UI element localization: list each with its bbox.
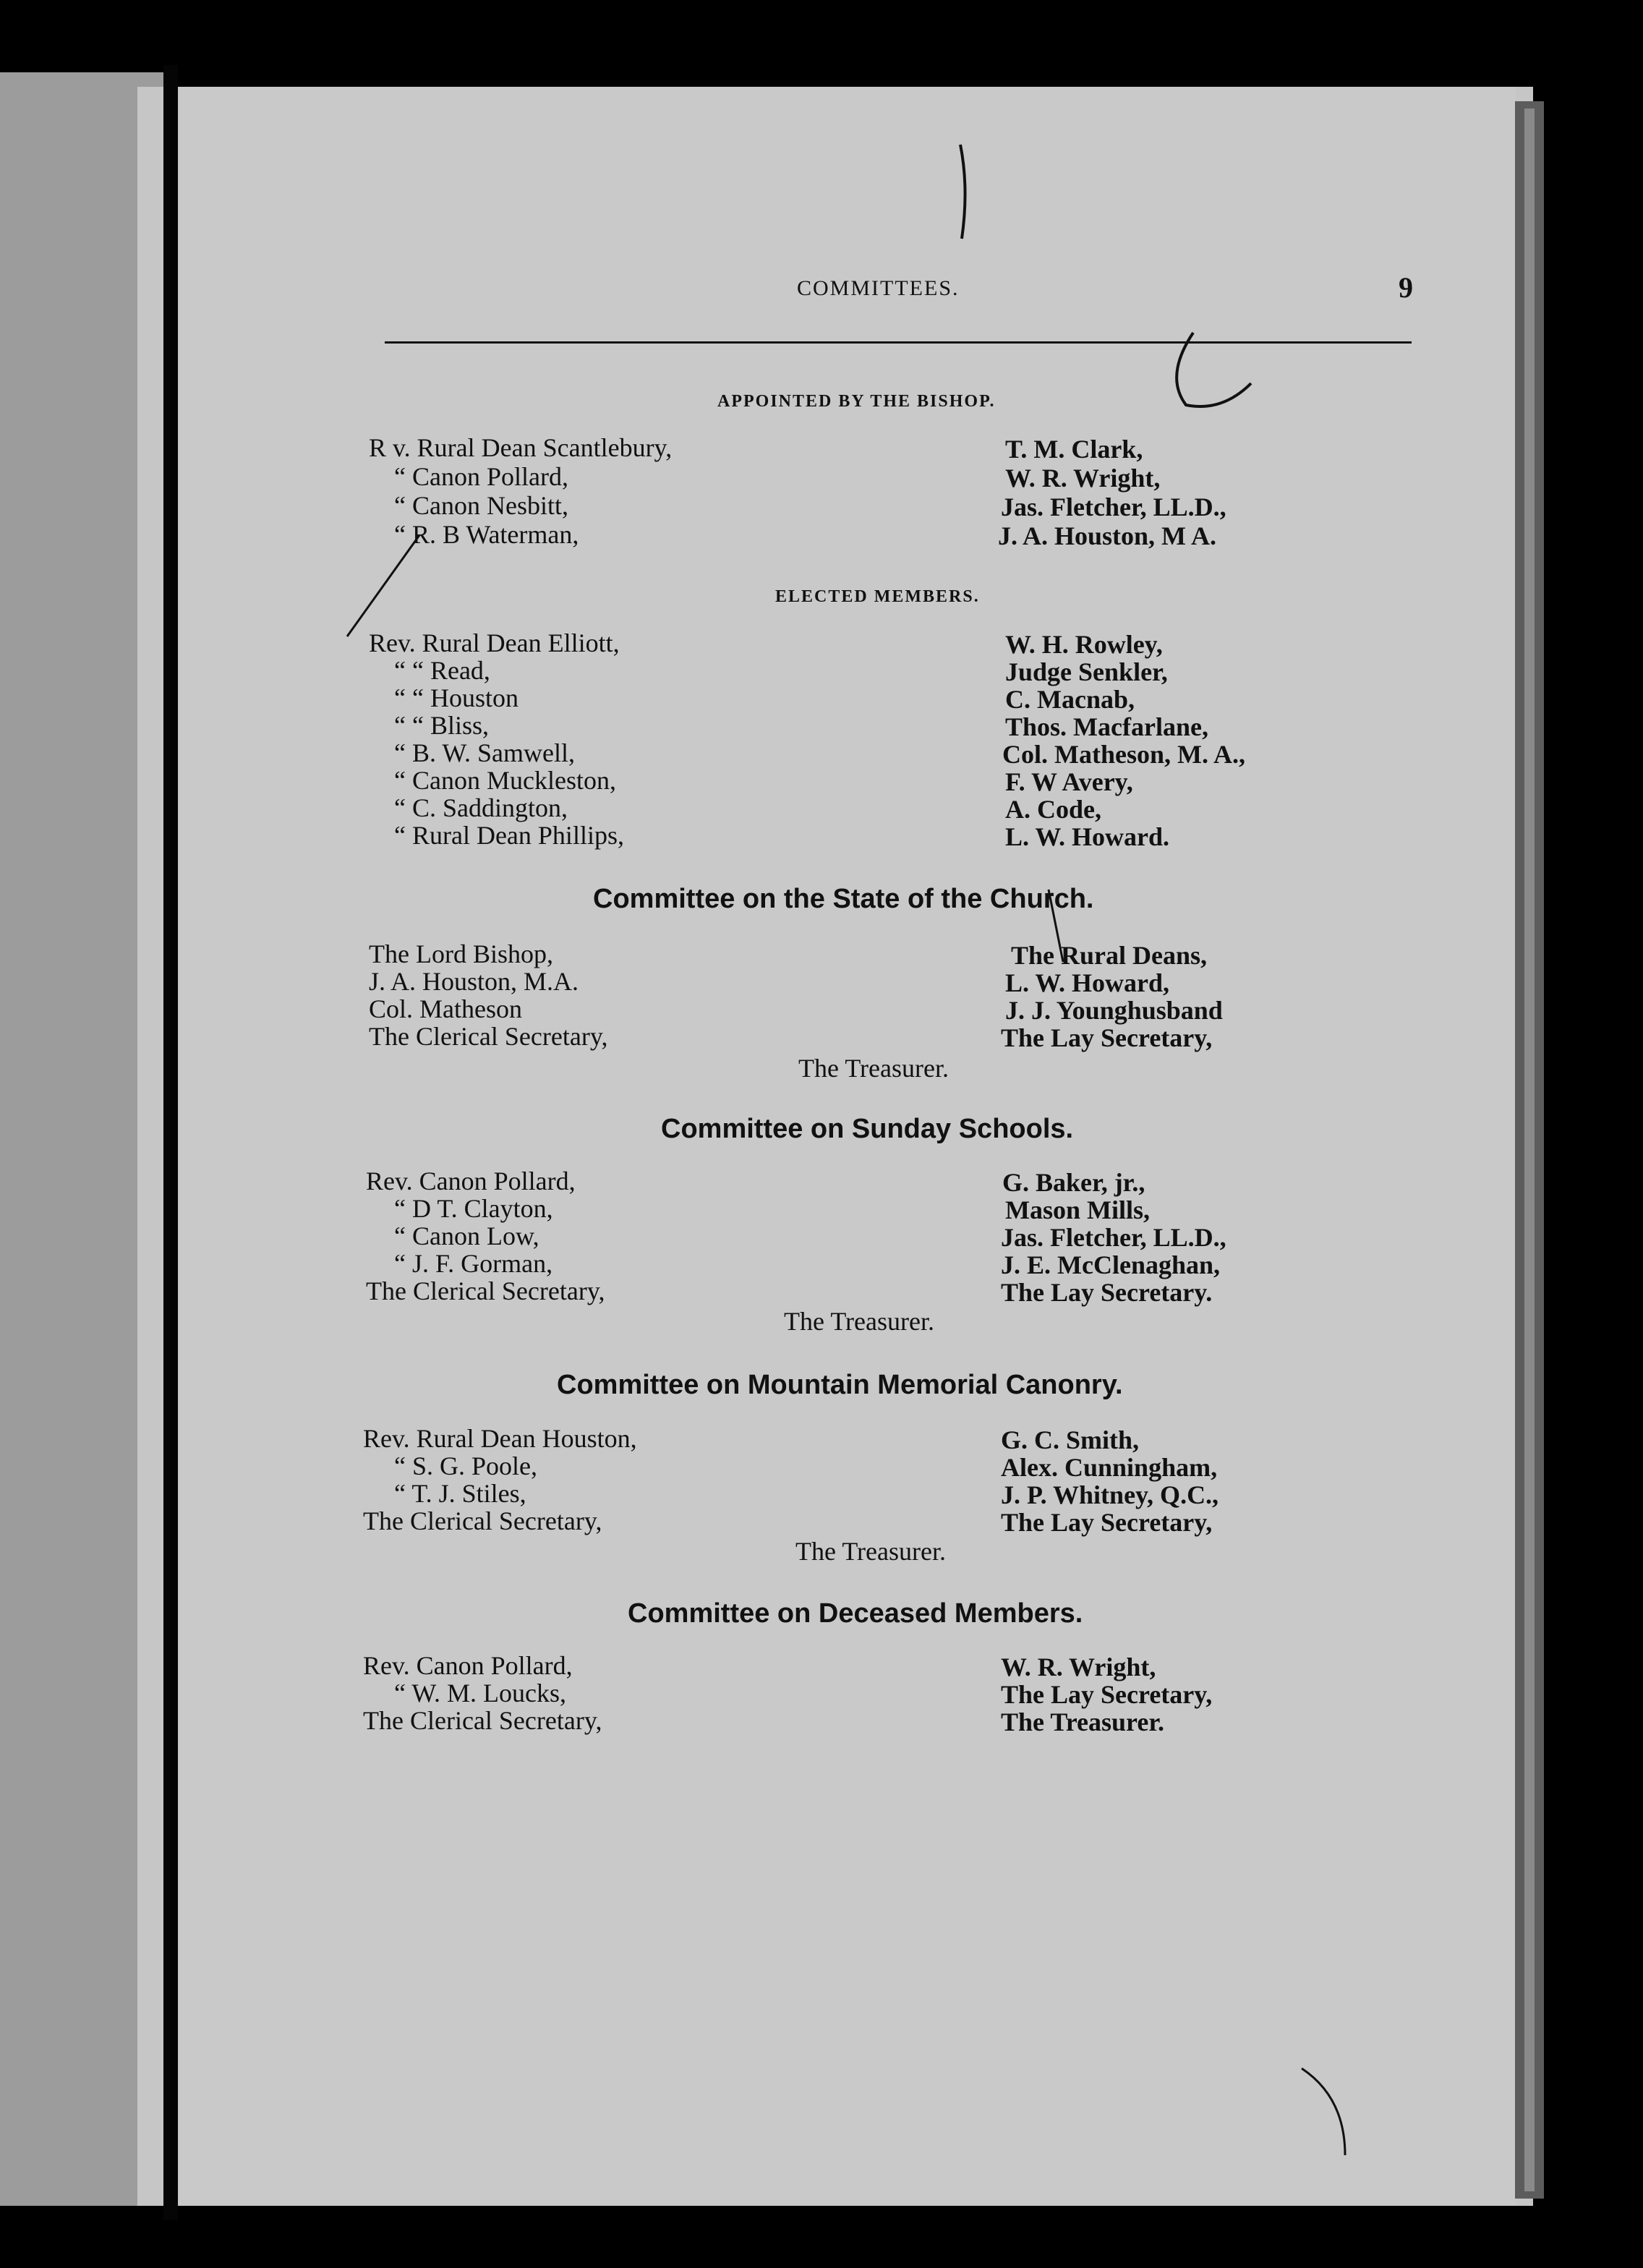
appointed-left-4: “ R. B Waterman, <box>394 520 579 549</box>
sunday-right-1: G. Baker, jr., <box>1002 1168 1145 1197</box>
deceased-left-3: The Clerical Secretary, <box>363 1706 602 1735</box>
mountain-right-2: Alex. Cunningham, <box>1001 1453 1218 1482</box>
mountain-right-1: G. C. Smith, <box>1001 1425 1140 1454</box>
deceased-left-2: “ W. M. Loucks, <box>394 1679 566 1708</box>
elected-right-6: F. W Avery, <box>1005 767 1133 796</box>
sunday-center: The Treasurer. <box>784 1307 934 1336</box>
appointed-right-1: T. M. Clark, <box>1005 435 1143 464</box>
elected-left-5: “ B. W. Samwell, <box>394 738 575 767</box>
elected-right-2: Judge Senkler, <box>1005 657 1168 686</box>
page-number: 9 <box>1399 271 1413 304</box>
sunday-right-3: Jas. Fletcher, LL.D., <box>1001 1223 1226 1252</box>
sunday-right-2: Mason Mills, <box>1005 1195 1151 1224</box>
elected-left-4: “ “ Bliss, <box>394 711 489 740</box>
section-title-elected: ELECTED MEMBERS. <box>775 587 980 606</box>
heading-state-of-church: Committee on the State of the Church. <box>593 884 1094 914</box>
state-center: The Treasurer. <box>798 1054 949 1083</box>
mountain-left-2: “ S. G. Poole, <box>394 1451 537 1480</box>
sunday-left-3: “ Canon Low, <box>394 1222 539 1250</box>
heading-mountain-memorial: Committee on Mountain Memorial Canonry. <box>557 1370 1123 1400</box>
mountain-right-3: J. P. Whitney, Q.C., <box>1001 1480 1219 1509</box>
appointed-right-4: J. A. Houston, M A. <box>998 521 1217 550</box>
elected-left-3: “ “ Houston <box>394 683 518 712</box>
mountain-left-4: The Clerical Secretary, <box>363 1506 602 1535</box>
appointed-right-3: Jas. Fletcher, LL.D., <box>1001 493 1226 521</box>
elected-left-6: “ Canon Muckleston, <box>394 766 616 795</box>
sunday-left-1: Rev. Canon Pollard, <box>366 1167 576 1195</box>
sunday-left-5: The Clerical Secretary, <box>366 1276 605 1305</box>
sunday-right-5: The Lay Secretary. <box>1001 1278 1213 1307</box>
sunday-left-2: “ D T. Clayton, <box>394 1194 553 1223</box>
appointed-left-2: “ Canon Pollard, <box>394 462 568 491</box>
heading-deceased-members: Committee on Deceased Members. <box>628 1598 1083 1629</box>
running-head: COMMITTEES. <box>797 276 960 300</box>
appointed-left-3: “ Canon Nesbitt, <box>394 491 568 520</box>
mountain-left-1: Rev. Rural Dean Houston, <box>363 1424 637 1453</box>
elected-right-1: W. H. Rowley, <box>1005 630 1163 659</box>
state-right-4: The Lay Secretary, <box>1001 1023 1213 1052</box>
state-right-3: J. J. Younghusband <box>1005 996 1223 1025</box>
appointed-right-2: W. R. Wright, <box>1005 464 1161 493</box>
state-right-1: The Rural Deans, <box>1011 941 1208 970</box>
state-left-1: The Lord Bishop, <box>369 939 553 968</box>
section-title-appointed: APPOINTED BY THE BISHOP. <box>717 392 996 411</box>
state-left-4: The Clerical Secretary, <box>369 1022 608 1051</box>
state-right-2: L. W. Howard, <box>1005 968 1170 997</box>
elected-left-7: “ C. Saddington, <box>394 793 568 822</box>
state-left-3: Col. Matheson <box>369 994 522 1023</box>
deceased-left-1: Rev. Canon Pollard, <box>363 1651 573 1680</box>
state-left-2: J. A. Houston, M.A. <box>369 967 579 996</box>
elected-left-2: “ “ Read, <box>394 656 490 685</box>
elected-right-3: C. Macnab, <box>1005 685 1135 714</box>
sunday-right-4: J. E. McClenaghan, <box>1001 1250 1221 1279</box>
mountain-right-4: The Lay Secretary, <box>1001 1508 1213 1537</box>
elected-right-7: A. Code, <box>1005 795 1101 824</box>
mountain-center: The Treasurer. <box>795 1537 946 1566</box>
deceased-right-1: W. R. Wright, <box>1001 1653 1156 1681</box>
deceased-right-3: The Treasurer. <box>1001 1708 1165 1736</box>
elected-right-8: L. W. Howard. <box>1005 822 1170 851</box>
elected-right-5: Col. Matheson, M. A., <box>1002 740 1245 769</box>
deceased-right-2: The Lay Secretary, <box>1001 1680 1213 1709</box>
appointed-left-1: R v. Rural Dean Scantlebury, <box>369 433 673 462</box>
sunday-left-4: “ J. F. Gorman, <box>394 1249 553 1278</box>
mountain-left-3: “ T. J. Stiles, <box>394 1479 526 1508</box>
elected-left-8: “ Rural Dean Phillips, <box>394 821 624 850</box>
elected-left-1: Rev. Rural Dean Elliott, <box>369 628 620 657</box>
elected-right-4: Thos. Macfarlane, <box>1005 712 1208 741</box>
heading-sunday-schools: Committee on Sunday Schools. <box>661 1114 1074 1144</box>
